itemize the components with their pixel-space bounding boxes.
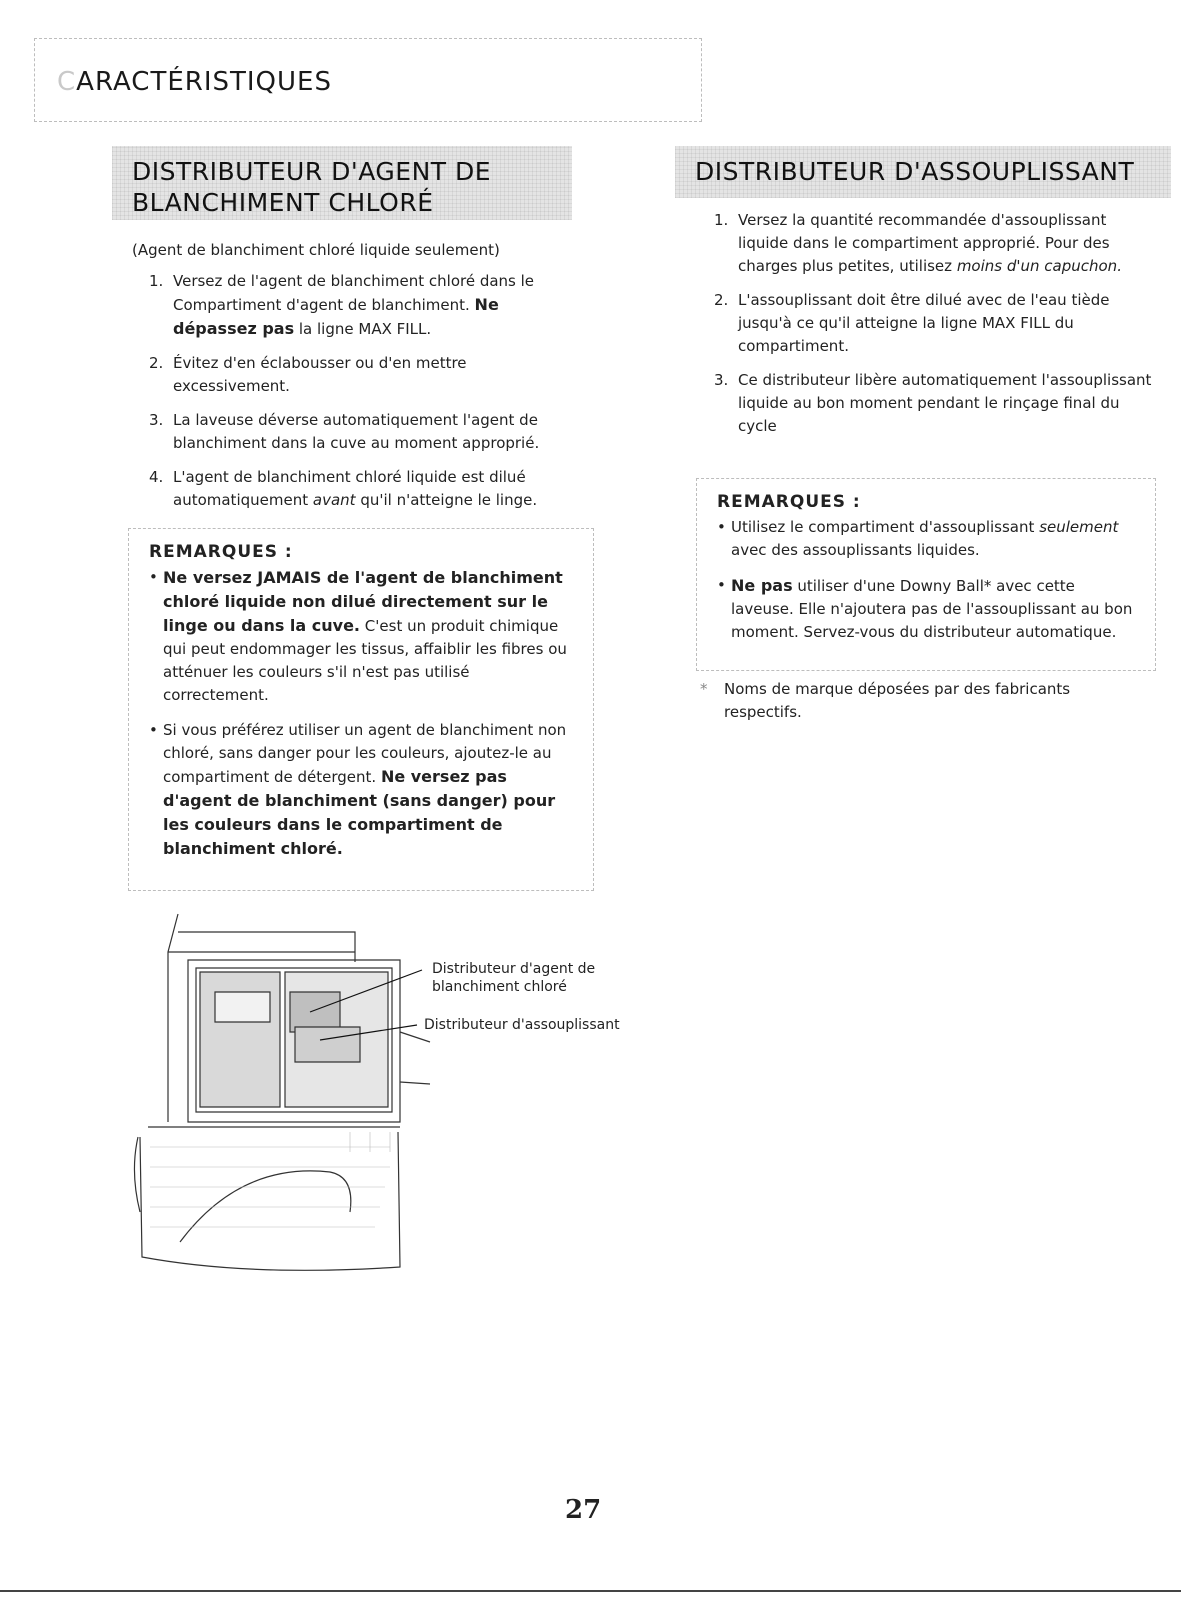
step-italic: avant [312,491,356,509]
bleach-step [149,409,579,455]
bleach-notes-box [128,528,594,891]
step-number: 2. [714,291,729,309]
bleach-heading-line1: DISTRIBUTEUR D'AGENT DE [132,157,492,186]
step-text: Versez la quantité recommandée d'assouplissant liquide dans le compartiment approprié. Pour des charges plus petites, utilisez [738,211,1110,275]
bullet-icon: • [149,568,158,586]
note-text: utiliser d'une Downy Ball* avec cette laveuse. Elle n'ajoutera pas de l'assouplissant au bon moment. Servez-vous du distributeur automatique. [731,577,1133,641]
step-number: 4. [149,468,164,486]
note-item [149,719,577,861]
bleach-step [149,352,579,398]
page-number: 27 [565,1495,602,1525]
step-number: 2. [149,354,164,372]
note-item [717,516,1139,562]
page-header [34,38,702,122]
step-text: Évitez d'en éclabousser ou d'en mettre excessivement. [173,354,467,395]
note-text: C'est un produit chimique qui peut endommager les tissus, affaiblir les fibres ou atténuer les couleurs s'il n'est pas utilisé correctement. [163,617,567,704]
bullet-icon: • [717,518,726,536]
softener-steps-list [714,209,1159,449]
step-number: 3. [714,371,729,389]
bottom-rule [0,1590,1181,1592]
note-text: Si vous préférez utiliser un agent de blanchiment non chloré, sans danger pour les couleurs, ajoutez-le au compartiment de détergent. [163,721,567,786]
title-initial: C [57,67,77,97]
softener-step [714,369,1159,438]
note-text: Utilisez le compartiment d'assouplissant [731,518,1035,536]
softener-dispenser-callout: Distributeur d'assouplissant [424,1017,620,1033]
softener-step [714,289,1159,358]
step-text: L'assouplissant doit être dilué avec de l'eau tiède jusqu'à ce qu'il atteigne la ligne MAX FILL du compartiment. [738,291,1110,355]
bleach-dispenser-callout: Distributeur d'agent de blanchiment chloré [432,961,596,995]
bleach-section-heading [112,146,572,220]
step-number: 3. [149,411,164,429]
softener-notes-box [696,478,1156,671]
bleach-lead-text: (Agent de blanchiment chloré liquide seulement) [132,241,500,259]
bleach-step [149,466,579,512]
softener-heading: DISTRIBUTEUR D'ASSOUPLISSANT [695,157,1135,186]
step-text-after: la ligne MAX FILL. [298,320,432,338]
softener-section-heading [675,146,1171,198]
note-bold-text: Ne versez JAMAIS de l'agent de blanchiment chloré liquide non dilué directement sur le linge ou dans la cuve. [163,568,563,635]
title-rest: ARACTÉRISTIQUES [76,67,332,97]
trademark-footnote [700,678,1140,724]
step-text: La laveuse déverse automatiquement l'agent de blanchiment dans la cuve au moment approprié. [173,411,540,452]
step-italic: moins d'un capuchon. [956,257,1122,275]
step-number: 1. [714,211,729,229]
notes-title: REMARQUES : [149,542,293,562]
step-text-after: qu'il n'atteigne le linge. [360,491,538,509]
bleach-heading-line2: BLANCHIMENT CHLORÉ [132,188,434,217]
bleach-steps-list [149,270,579,523]
note-italic: seulement [1039,518,1119,536]
note-item [149,566,577,707]
bleach-step [149,270,579,341]
step-number: 1. [149,272,164,290]
note-bold-text: Ne pas [731,576,793,595]
note-text-after: avec des assouplissants liquides. [731,541,980,559]
page-title [57,67,332,97]
step-bold-text: Ne dépassez pas [173,295,499,338]
softener-step [714,209,1159,278]
asterisk-icon: * [700,680,708,698]
step-text: Ce distributeur libère automatiquement l'assouplissant liquide au bon moment pendant le rinçage final du cycle [738,371,1152,435]
bullet-icon: • [717,576,726,594]
bullet-icon: • [149,721,158,739]
note-bold-text: Ne versez pas d'agent de blanchiment (sans danger) pour les couleurs dans le compartiment de blanchiment chloré. [163,767,556,858]
note-item [717,574,1139,644]
step-text: L'agent de blanchiment chloré liquide est dilué automatiquement [173,468,526,509]
step-text: Versez de l'agent de blanchiment chloré dans le Compartiment d'agent de blanchiment. [173,272,535,314]
footnote-text: Noms de marque déposées par des fabricants respectifs. [724,680,1071,721]
notes-title: REMARQUES : [717,492,861,512]
